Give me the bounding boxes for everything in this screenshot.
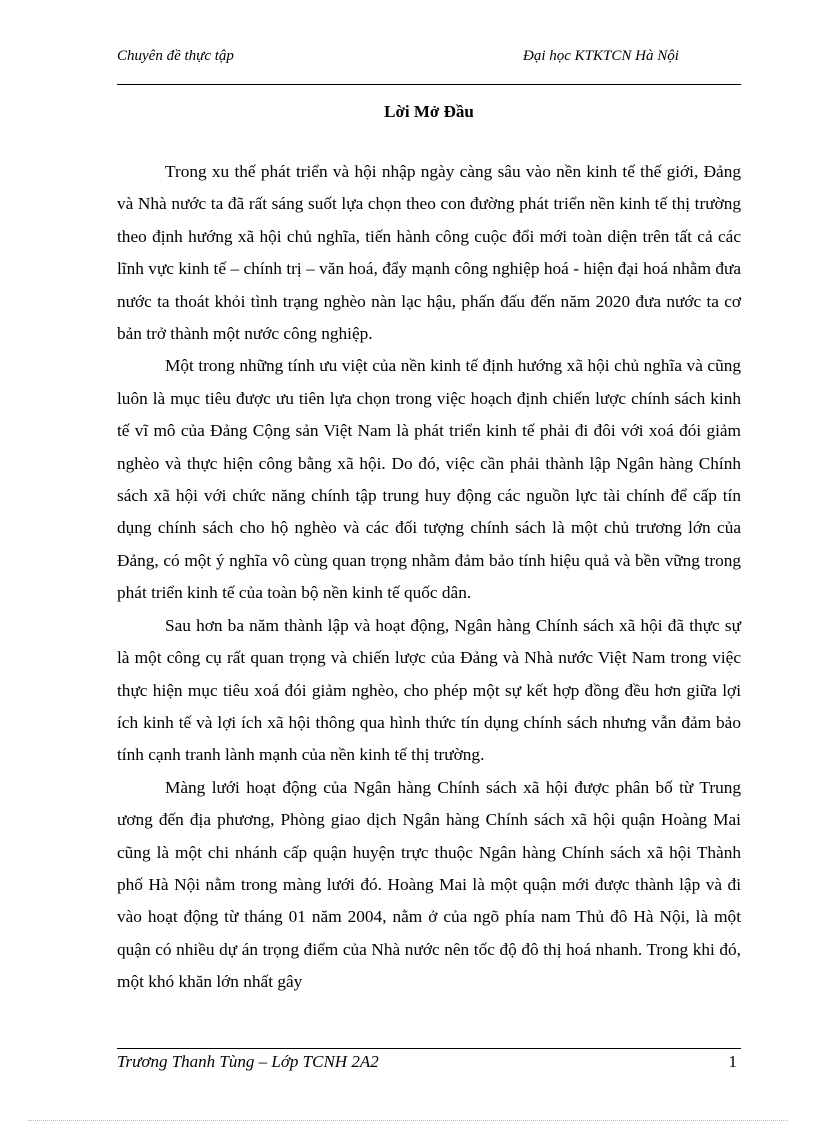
page-number: 1 [728,1052,737,1071]
header-institution: Đại học KTKTCN Hà Nội [523,48,679,64]
page-title: Lời Mở Đầu [384,102,474,121]
paragraph: Màng lưới hoạt động của Ngân hàng Chính sách xã hội được phân bố từ Trung ương đến địa phương, Phòng giao dịch Ngân hàng Chính sách xã hội quận Hoàng Mai cũng là một chi nhánh cấp quận huyện trực thuộc Ngân hàng Chính sách xã hội Thành phố Hà Nội nằm trong màng lưới đó. Hoàng Mai là một quận mới được thành lập và đi vào hoạt động từ tháng 01 năm 2004, nằm ở của ngõ phía nam Thủ đô Hà Nội, là một quận có nhiều dự án trọng điểm của Nhà nước nên tốc độ đô thị hoá nhanh. Trong khi đó, một khó khăn lớn nhất gây [117,777,741,992]
footer-author: Trương Thanh Tùng – Lớp TCNH 2A2 [117,1052,379,1071]
page-header [117,48,741,70]
footer-divider [117,1048,741,1049]
paragraph: Một trong những tính ưu việt của nền kinh tế định hướng xã hội chủ nghĩa và cũng luôn là mục tiêu được ưu tiên lựa chọn trong việc hoạch định chiến lược chính sách kinh tế vĩ mô của Đảng Cộng sản Việt Nam là phát triển kinh tế phải đi đôi với xoá đói giảm nghèo và thực hiện công bằng xã hội. Do đó, việc cần phải thành lập Ngân hàng Chính sách xã hội với chức năng chính tập trung huy động các nguồn lực tài chính để cấp tín dụng chính sách cho hộ nghèo và các đối tượng chính sách là một chủ trương lớn của Đảng, có một ý nghĩa vô cùng quan trọng nhằm đảm bảo tính hiệu quả và bền vững trong phát triển kinh tế của toàn bộ nền kinh tế quốc dân. [117,356,741,603]
header-divider [117,84,741,85]
paragraph: Sau hơn ba năm thành lập và hoạt động, Ngân hàng Chính sách xã hội đã thực sự là một công cụ rất quan trọng và chiến lược của Đảng và Nhà nước Việt Nam trong việc thực hiện mục tiêu xoá đói giảm nghèo, cho phép một sự kết hợp đồng đều hơn giữa lợi ích kinh tế và lợi ích xã hội thông qua hình thức tín dụng chính sách nhưng vẫn đảm bảo tính cạnh tranh lành mạnh của nền kinh tế thị trường. [117,615,741,765]
header-document-type: Chuyên đề thực tập [117,48,234,64]
document-body [117,156,741,999]
page-bottom-dotted-line [28,1120,788,1121]
paragraph: Trong xu thế phát triển và hội nhập ngày càng sâu vào nền kinh tế thế giới, Đảng và Nhà nước ta đã rất sáng suốt lựa chọn theo con đường phát triển nền kinh tế thị trường theo định hướng xã hội chủ nghĩa, tiến hành công cuộc đổi mới toàn diện trên tất cả các lĩnh vực kinh tế – chính trị – văn hoá, đẩy mạnh công nghiệp hoá - hiện đại hoá nhằm đưa nước ta thoát khỏi tình trạng nghèo nàn lạc hậu, phấn đấu đến năm 2020 đưa nước ta cơ bản trở thành một nước công nghiệp. [117,162,741,344]
